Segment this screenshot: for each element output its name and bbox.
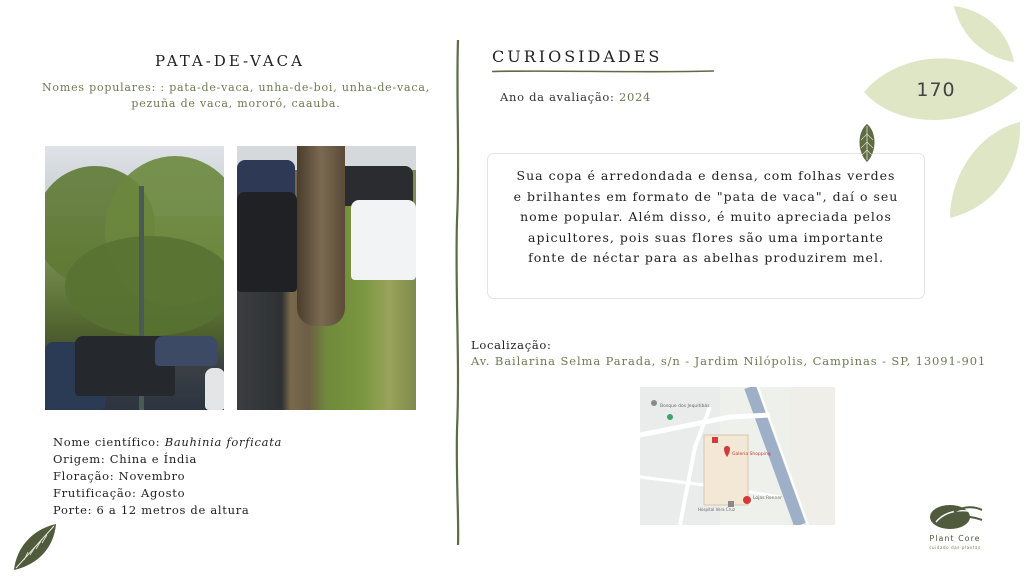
map-label: Hospital Vera Cruz — [698, 507, 735, 512]
origin: Origem: China e Índia — [53, 452, 198, 466]
logo-tagline: cuidado das plantas — [929, 545, 981, 550]
map-label: Bosque dos Jequitibás — [660, 404, 710, 409]
tree-size: Porte: 6 a 12 metros de altura — [53, 503, 250, 517]
location-map[interactable] — [640, 387, 835, 525]
scientific-name: Nome científico: Bauhinia forficata — [53, 435, 283, 449]
curiosities-title: CURIOSIDADES — [492, 47, 663, 66]
vertical-divider — [452, 40, 464, 545]
popular-names: Nomes populares: : pata-de-vaca, unha-de-boi, unha-de-vaca, pezuña de vaca, mororó, caauba. — [41, 81, 431, 110]
species-title: PATA-DE-VACA — [154, 52, 305, 70]
leaf-icon — [855, 124, 879, 162]
tree-photo-trunk — [237, 146, 416, 410]
location-label: Localização: — [471, 338, 552, 352]
location-address: Av. Bailarina Selma Parada, s/n - Jardim Nilópolis, Campinas - SP, 13091-901 — [471, 354, 987, 368]
evaluation-year: Ano da avaliação: 2024 — [500, 90, 652, 104]
map-label: Lojas Renner — [753, 496, 782, 501]
tree-number-badge: 170 — [916, 79, 956, 101]
description-text: Sua copa é arredondada e densa, com folhas verdes e brilhantes em formato de "pata de vaca", daí o seu nome popular. Além disso, é muito apreciada pelos apicultores, pois suas flores são uma importante fonte de néctar para as abelhas produzirem mel. — [513, 168, 899, 265]
species-facts — [53, 434, 282, 519]
leaf-icon — [10, 522, 60, 572]
title-underline — [492, 69, 714, 74]
tree-photo-canopy — [45, 146, 224, 410]
fruiting: Frutificação: Agosto — [53, 486, 186, 500]
logo-name: Plant Core — [929, 534, 981, 543]
map-label: Galeria Shopping — [732, 452, 771, 457]
decorative-leaves — [858, 0, 1024, 230]
flowering: Floração: Novembro — [53, 469, 186, 483]
